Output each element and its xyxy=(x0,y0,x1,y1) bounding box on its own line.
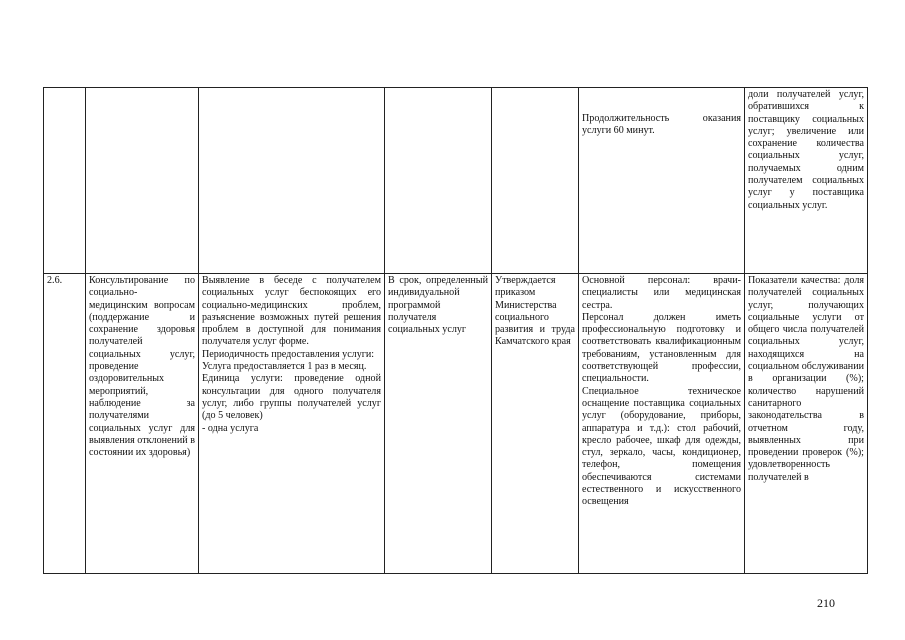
service-term xyxy=(385,88,492,274)
service-conditions xyxy=(579,88,745,274)
conditions-paragraph: Специальное техническое оснащение поставщика социальных услуг (оборудование, приборы, аппаратура и т.д.): стол рабочий, кресло рабочее, шкаф для одежды, стул, зеркало, часы, кондиционер, телефон, помещения обеспечиваются системами естественного и искусственного освещения xyxy=(582,385,741,508)
description-paragraph: Выявление в беседе с получателем социальных услуг беспокоящих его социально-медицинских проблем, разъяснение возможных путей решения проблем в доступной для понимания получателя услуг форме. xyxy=(202,275,381,348)
service-term: В срок, определенный индивидуальной программой получателя социальных услуг xyxy=(385,274,492,574)
service-description xyxy=(199,274,385,574)
service-name xyxy=(86,88,199,274)
conditions-paragraph: Продолжительность оказания услуги 60 минут. xyxy=(582,113,741,137)
page-number: 210 xyxy=(817,596,835,610)
service-conditions xyxy=(579,274,745,574)
conditions-paragraph: Основной персонал: врачи-специалисты или медицинская сестра. xyxy=(582,275,741,311)
service-tariff xyxy=(492,88,579,274)
quality-indicators: доли получателей услуг, обратившихся к поставщику социальных услуг; увеличение или сохранение количества социальных услуг, получаемых одним получателем социальных услуг у поставщика социальных услуг. xyxy=(745,88,868,274)
row-number: 2.6. xyxy=(44,274,86,574)
conditions-paragraph: Персонал должен иметь профессиональную подготовку и соответствовать квалификационным требованиям, установленным для соответствующей профессии, специальности. xyxy=(582,311,741,385)
service-tariff: Утверждается приказом Министерства социального развития и труда Камчатского края xyxy=(492,274,579,574)
table-row xyxy=(44,274,868,574)
quality-indicators: Показатели качества: доля получателей социальных услуг, получающих социальные услуги от общего числа получателей социальных услуг, находящихся на социальном обслуживании в организации (%); количество нарушений санитарного законодательства в отчетном году, выявленных при проведении проверок (%); удовлетворенность получателей в xyxy=(745,274,868,574)
service-name: Консультирование по социально-медицинским вопросам (поддержание и сохранение здоровья получателей социальных услуг, проведение оздоровительных мероприятий, наблюдение за получателями социальных услуг для выявления отклонений в состоянии их здоровья) xyxy=(86,274,199,574)
description-paragraph: - одна услуга xyxy=(202,422,259,434)
services-table xyxy=(43,87,868,574)
description-paragraph: Единица услуги: проведение одной консультации для одного получателя услуг, либо группы получателей услуг (до 5 человек) xyxy=(202,373,381,422)
description-paragraph: Периодичность предоставления услуги: xyxy=(202,348,375,360)
service-description xyxy=(199,88,385,274)
description-paragraph: Услуга предоставляется 1 раз в месяц. xyxy=(202,361,367,373)
row-number xyxy=(44,88,86,274)
table-row xyxy=(44,88,868,274)
